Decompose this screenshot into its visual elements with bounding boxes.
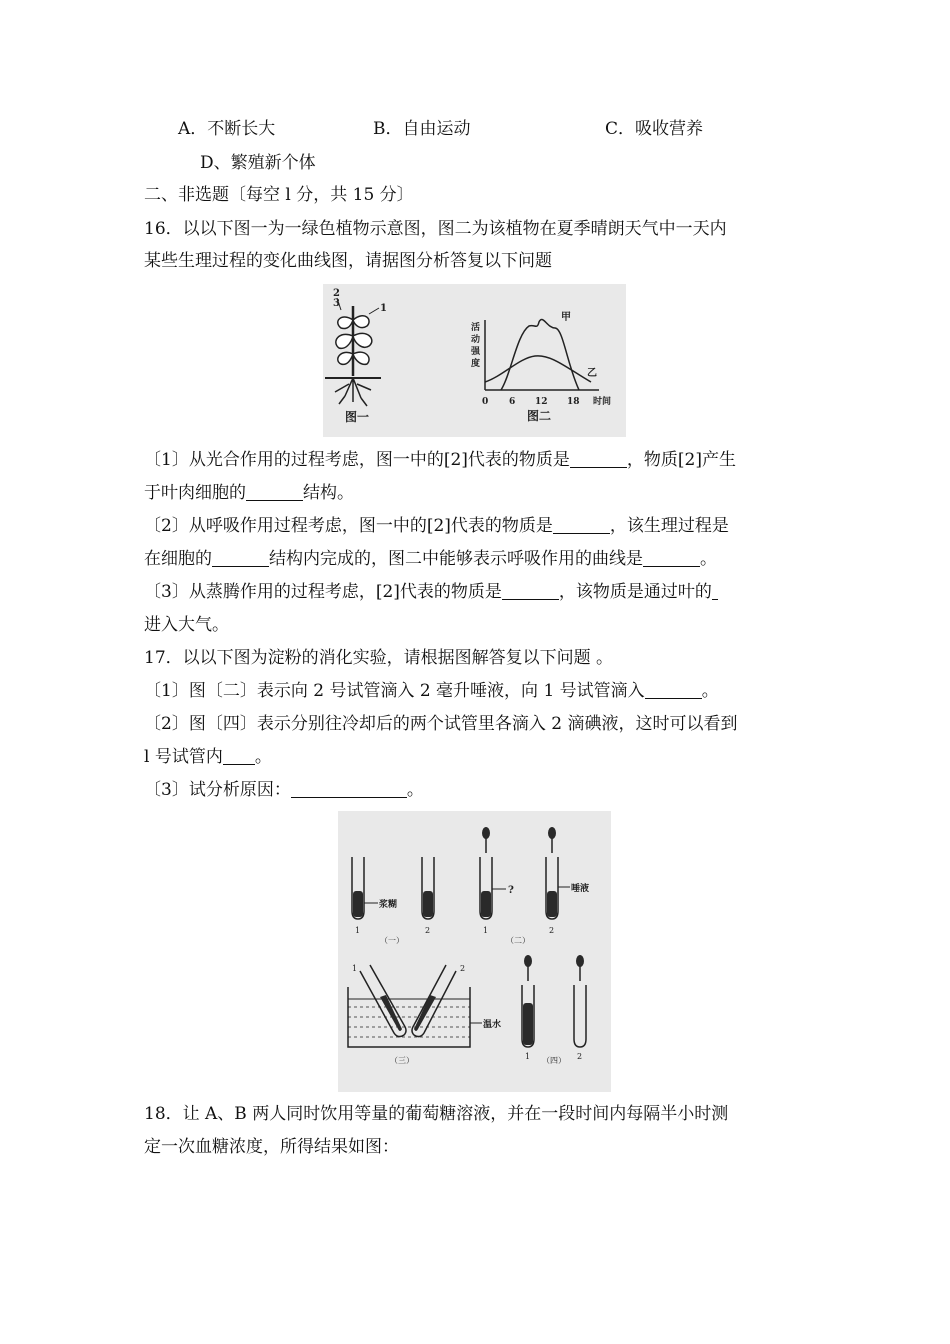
label-saliva: 唾液 (571, 884, 590, 894)
fig2-caption: 图二 (527, 409, 552, 423)
q17-p3-blank[interactable] (291, 779, 407, 798)
q17-p1-text-a: 〔1〕图〔二〕表示向 2 号试管滴入 2 毫升唾液，向 1 号试管滴入 (144, 681, 645, 701)
q16-p2-text-c: 在细胞的 (144, 549, 212, 569)
q17-p1-blank[interactable] (645, 680, 702, 699)
panel4-caption: （四） (542, 1056, 566, 1065)
tube-1-panel2: 1 (483, 926, 489, 935)
y-axis-char-3: 强 (471, 347, 481, 357)
x-axis-unit: 时间 (593, 397, 612, 407)
q18-stem-line2: 定一次血糖浓度，所得结果如图： (144, 1137, 399, 1157)
y-axis-char-1: 活 (471, 323, 481, 333)
q16-stem-line1: 16．以以下图一为一绿色植物示意图，图二为该植物在夏季晴朗天气中一天内 (144, 219, 727, 239)
x-tick-12: 12 (535, 397, 548, 407)
q16-part3-line2: 进入大气。 (144, 615, 229, 635)
q16-p2-text-d: 结构内完成的，图二中能够表示呼吸作用的曲线是 (269, 549, 643, 569)
q17-p3-text-a: 〔3〕试分析原因： (144, 780, 291, 800)
option-b: B．自由运动 (373, 119, 471, 139)
q16-figure (323, 284, 626, 437)
option-c: C．吸收营养 (605, 119, 704, 139)
q16-p2-blank2[interactable] (212, 548, 269, 567)
tube-1-panel3: 1 (352, 964, 358, 973)
q16-p2-text-a: 〔2〕从呼吸作用过程考虑，图一中的[2]代表的物质是 (144, 516, 553, 536)
q16-stem-line2: 某些生理过程的变化曲线图，请据图分析答复以下问题 (144, 251, 552, 271)
q17-part2-line2 (144, 745, 272, 769)
q18-stem-line1: 18．让 A、B 两人同时饮用等量的葡萄糖溶液，并在一段时间内每隔半小时测 (144, 1104, 729, 1124)
option-d: D、繁殖新个体 (200, 153, 316, 173)
curve-jia-label: 甲 (561, 312, 571, 323)
q16-part1-line2 (144, 481, 354, 505)
q17-p2-text-b: l 号试管内 (144, 747, 223, 767)
q17-figure (338, 811, 611, 1092)
label-starch-paste: 浆糊 (379, 900, 398, 910)
q16-p3-text-b: ，该物质是通过叶的 (558, 582, 712, 602)
curve-jia-line (501, 320, 579, 390)
curve-yi-line (485, 356, 591, 382)
section2-heading: 二、非选题〔每空 l 分，共 15 分〕 (144, 185, 414, 205)
q16-p2-blank1[interactable] (553, 515, 610, 534)
tube-1-panel1: 1 (355, 926, 361, 935)
y-axis-char-4: 度 (471, 359, 481, 369)
q17-stem: 17．以以下图为淀粉的消化实验，请根据图解答复以下问题 。 (144, 648, 614, 668)
q17-p2-blank[interactable] (223, 746, 255, 765)
q16-part1-line1 (144, 448, 736, 472)
plant-label-2: 2 (333, 288, 340, 299)
q17-part3 (144, 778, 424, 802)
q16-p1-blank1[interactable] (570, 449, 627, 468)
q16-part3-line1 (144, 580, 718, 604)
q16-p1-text-a: 〔1〕从光合作用的过程考虑，图一中的[2]代表的物质是 (144, 450, 570, 470)
q16-p3-text-a: 〔3〕从蒸腾作用的过程考虑，[2]代表的物质是 (144, 582, 502, 602)
y-axis-char-2: 动 (471, 335, 481, 345)
q16-p2-blank3[interactable] (643, 548, 700, 567)
tube-1-panel4: 1 (525, 1052, 531, 1061)
panel1-caption: （一） (380, 936, 404, 945)
q17-p3-text-b: 。 (406, 780, 424, 800)
q16-p3-blank2[interactable] (712, 581, 718, 600)
tube-2-panel2: 2 (549, 926, 555, 935)
label-warm-water: 温水 (483, 1020, 502, 1030)
fig1-caption: 图一 (345, 410, 370, 424)
q17-p2-text-c: 。 (254, 747, 272, 767)
tube-2-panel3: 2 (460, 964, 466, 973)
plant-label-1: 1 (380, 303, 387, 314)
q16-part2-line1 (144, 514, 729, 538)
q16-part2-line2 (144, 547, 717, 571)
q16-p1-blank2[interactable] (246, 482, 303, 501)
plant-diagram (325, 298, 381, 406)
curve-yi-label: 乙 (587, 368, 597, 379)
q16-p1-text-d: 结构。 (303, 483, 354, 503)
x-tick-18: 18 (567, 397, 580, 407)
q17-part2-line1: 〔2〕图〔四〕表示分别往冷却后的两个试管里各滴入 2 滴碘液，这时可以看到 (144, 714, 738, 734)
label-question: ? (508, 885, 514, 896)
tube-2-panel4: 2 (577, 1052, 583, 1061)
plant-label-3: 3 (333, 298, 340, 309)
q16-p2-text-b: ，该生理过程是 (609, 516, 729, 536)
q17-part1 (144, 679, 719, 703)
option-a: A．不断长大 (178, 119, 276, 139)
q16-p2-text-e: 。 (700, 549, 717, 569)
x-tick-0: 0 (482, 397, 489, 407)
q17-figure-svg (338, 811, 611, 1092)
q16-p3-blank1[interactable] (502, 581, 559, 600)
x-tick-6: 6 (509, 397, 516, 407)
q17-p1-text-b: 。 (701, 681, 719, 701)
q16-p1-text-b: ，物质[2]产生 (626, 450, 736, 470)
tube-2-panel1: 2 (425, 926, 431, 935)
q16-figure-svg (323, 284, 626, 437)
panel2-caption: （二） (506, 936, 530, 945)
activity-graph (485, 320, 599, 390)
q16-p1-text-c: 于叶肉细胞的 (144, 483, 246, 503)
panel3-caption: （三） (390, 1056, 414, 1065)
